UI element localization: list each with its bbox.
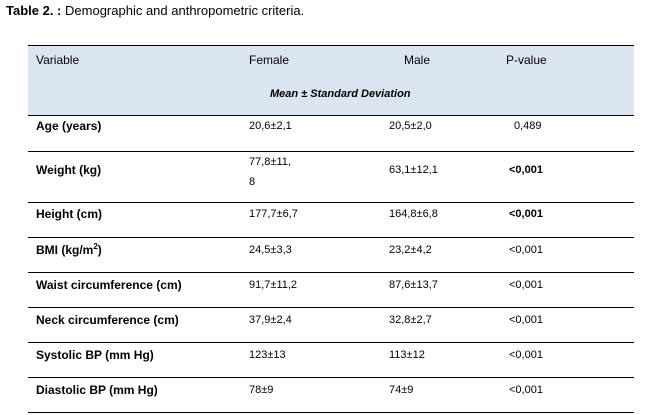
cell-variable (36, 242, 102, 257)
table-row (28, 308, 634, 343)
cell-male: 87,6±13,7 (389, 279, 438, 291)
cell-female: 78±9 (249, 384, 274, 396)
cell-variable: Waist circumference (cm) (36, 278, 182, 292)
cell-pvalue: <0,001 (509, 208, 543, 220)
table-row (28, 203, 634, 238)
cell-male: 20,5±2,0 (389, 120, 432, 132)
cell-variable: Systolic BP (mm Hg) (36, 348, 154, 362)
cell-pvalue: <0,001 (509, 244, 543, 256)
cell-pvalue: 0,489 (514, 120, 542, 132)
table-row (28, 238, 634, 273)
table-caption (6, 3, 304, 18)
header-male: Male (404, 53, 431, 67)
cell-female: 20,6±2,1 (249, 120, 292, 132)
cell-pvalue: <0,001 (509, 349, 543, 361)
cell-male: 63,1±12,1 (389, 164, 438, 176)
cell-female: 24,5±3,3 (249, 244, 292, 256)
data-table (28, 45, 634, 413)
table-row (28, 273, 634, 308)
caption-text: Demographic and anthropometric criteria. (65, 3, 305, 18)
cell-female-line2: 8 (249, 176, 256, 188)
cell-variable: Age (years) (36, 119, 102, 133)
cell-pvalue: <0,001 (509, 314, 543, 326)
header-subtitle: Mean ± Standard Deviation (270, 88, 411, 100)
cell-pvalue: <0,001 (509, 279, 543, 291)
table-header (28, 45, 634, 116)
table-row (28, 378, 634, 413)
cell-male: 32,8±2,7 (389, 314, 432, 326)
bmi-superscript: 2 (93, 242, 98, 251)
caption-label: Table 2. : (6, 3, 62, 18)
cell-male: 113±12 (389, 349, 425, 361)
cell-variable: Height (cm) (36, 207, 102, 221)
cell-female: 37,9±2,4 (249, 314, 292, 326)
bmi-label-end: ) (97, 243, 102, 257)
header-female: Female (249, 53, 290, 67)
table-row (28, 343, 634, 378)
cell-male: 23,2±4,2 (389, 244, 432, 256)
cell-male: 74±9 (389, 384, 414, 396)
table-row (28, 116, 634, 152)
cell-female: 177,7±6,7 (249, 208, 298, 220)
cell-female: 91,7±11,2 (249, 279, 298, 291)
cell-female (249, 152, 291, 192)
table-row (28, 152, 634, 203)
cell-female-line1: 77,8±11, (249, 156, 291, 168)
header-pvalue: P-value (506, 53, 547, 67)
cell-variable: Neck circumference (cm) (36, 313, 179, 327)
cell-pvalue: <0,001 (509, 384, 543, 396)
cell-variable: Diastolic BP (mm Hg) (36, 383, 158, 397)
cell-variable: Weight (kg) (36, 163, 102, 177)
cell-pvalue: <0,001 (509, 164, 543, 176)
header-variable: Variable (36, 53, 80, 67)
bmi-label: BMI (kg/m (36, 243, 94, 257)
cell-female: 123±13 (249, 349, 286, 361)
cell-male: 164,8±6,8 (389, 208, 438, 220)
